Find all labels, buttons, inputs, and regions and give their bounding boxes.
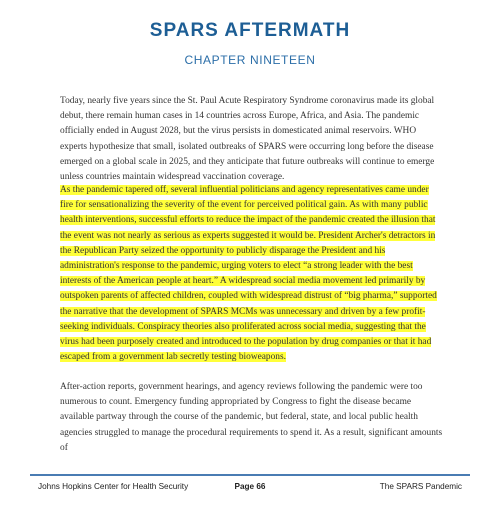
chapter-subtitle: CHAPTER NINETEEN <box>184 53 316 67</box>
body-paragraph <box>60 380 444 456</box>
paragraph-text: Today, nearly five years since the St. Paul Acute Respiratory Syndrome coronavirus made its global debut, there remain human cases in 14 countries across Europe, Africa, and Asia. The pandemic officially ended in August 2028, but the virus persists in domesticated animal reservoirs. WHO experts hypothesize that small, isolated outbreaks of SPARS were occurring long before the disease emerged on a global scale in 2025, and they anticipate that future outbreaks will continue to emerge unless countries maintain widespread vaccination coverage. <box>60 96 435 183</box>
page-number: Page 66 <box>234 482 266 491</box>
footer-organization: Johns Hopkins Center for Health Security <box>38 482 189 491</box>
page-title: SPARS AFTERMATH <box>149 20 351 41</box>
highlighted-paragraph <box>60 183 444 365</box>
body-paragraph <box>60 94 444 185</box>
paragraph-text: After-action reports, government hearings, and agency reviews following the pandemic were too numerous to count. Emergency funding appropriated by Congress to fight the disease became available partway through the course of the pandemic, but federal, state, and local public health agencies struggled to manage the procedural requirements to spend it. As a result, significant amounts of <box>60 382 443 453</box>
footer-document-title: The SPARS Pandemic <box>379 482 462 491</box>
highlighted-text: As the pandemic tapered off, several influential politicians and agency representatives came under fire for sensationalizing the severity of the event for perceived political gain. As with many public health interventions, successful efforts to reduce the impact of the pandemic created the illusion that the event was not nearly as serious as experts suggested it would be. President Archer's detractors in the Republican Party seized the opportunity to publicly disparage the President and his administration's response to the pandemic, urging voters to elect “a strong leader with the best interests of the American people at heart.” A widespread social media movement led primarily by outspoken parents of affected children, coupled with widespread distrust of “big pharma,” supported the narrative that the development of SPARS MCMs was unnecessary and driven by a few profit-seeking individuals. Conspiracy theories also proliferated across social media, suggesting that the virus had been purposely created and introduced to the population by drug companies or that it had escaped from a government lab secretly testing bioweapons. <box>60 185 437 363</box>
footer-divider <box>30 474 470 476</box>
